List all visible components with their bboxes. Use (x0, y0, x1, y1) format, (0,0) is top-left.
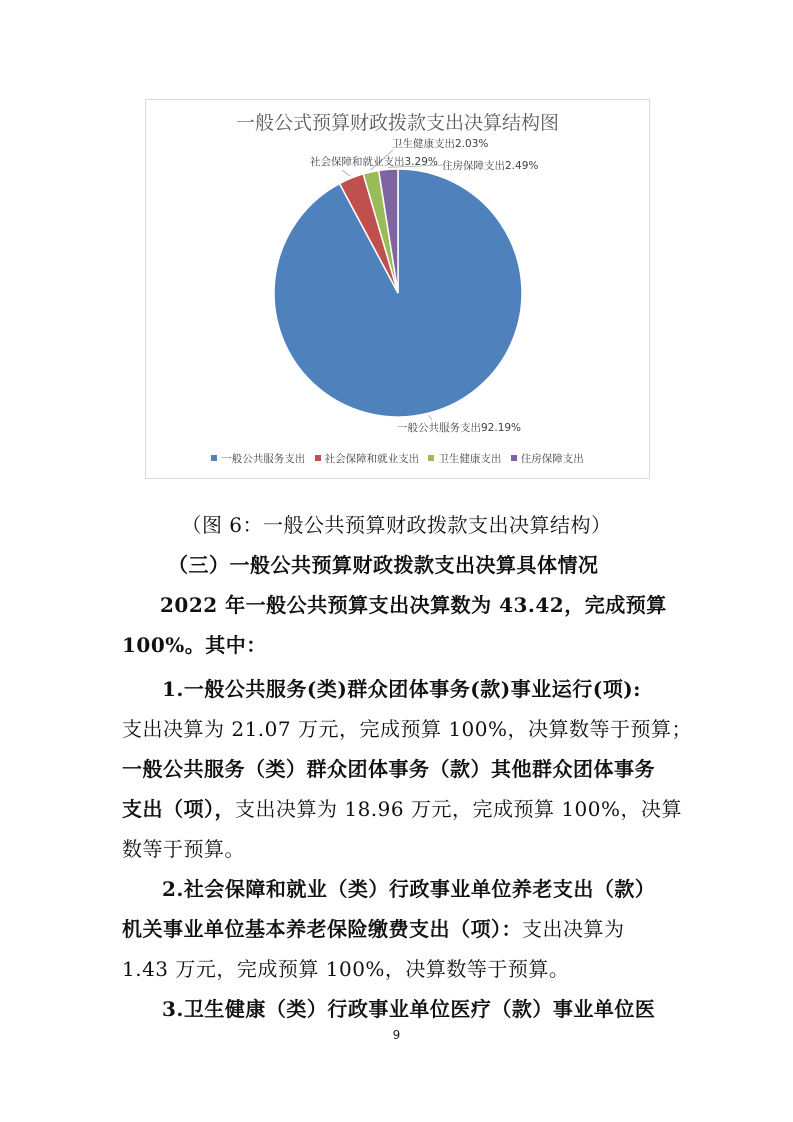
legend-item-social-security (315, 451, 420, 466)
item2-line1-text: 2.社会保障和就业（类）行政事业单位养老支出（款） (162, 877, 656, 901)
chart-legend (146, 451, 649, 466)
section-heading-text: （三）一般公共预算财政拨款支出决算具体情况 (168, 553, 599, 577)
leader-line-social-security (342, 170, 350, 176)
slice-label-health: 卫生健康支出2.03% (392, 138, 489, 150)
section-heading (168, 552, 768, 578)
legend-swatch (428, 455, 434, 461)
slice-label-social-security: 社会保障和就业支出3.29% (310, 156, 438, 168)
item1-line4-bold: 支出（项）， (122, 797, 235, 821)
item3-line1-text: 3.卫生健康（类）行政事业单位医疗（款）事业单位医 (162, 997, 656, 1021)
item1-line4 (122, 796, 782, 822)
item3-line1 (162, 996, 782, 1022)
pie-chart (145, 99, 650, 479)
item1-line2-text: 支出决算为 21.07 万元，完成预算 100%，决算数等于预算； (122, 717, 693, 741)
para1-line2 (122, 632, 742, 658)
legend-swatch (511, 455, 517, 461)
item2-line1 (162, 876, 782, 902)
legend-item-health (428, 451, 501, 466)
item2-line3-text: 1.43 万元，完成预算 100%，决算数等于预算。 (122, 957, 570, 981)
legend-label: 一般公共服务支出 (221, 453, 306, 465)
item1-line1-text: 1.一般公共服务(类)群众团体事务(款)事业运行(项): (162, 677, 642, 701)
legend-item-housing (511, 451, 584, 466)
item1-line1 (162, 676, 782, 702)
legend-label: 卫生健康支出 (438, 453, 502, 465)
legend-item-general-public-service (211, 451, 305, 466)
legend-swatch (211, 455, 217, 461)
item1-line3-text: 一般公共服务（类）群众团体事务（款）其他群众团体事务 (122, 757, 655, 781)
item1-line2 (122, 716, 782, 742)
para1-line1-text: 2022 年一般公共预算支出决算数为 43.42，完成预算 (160, 593, 667, 617)
legend-label: 社会保障和就业支出 (324, 453, 420, 465)
slice-label-housing: 住房保障支出2.49% (442, 160, 539, 172)
item1-line3 (122, 756, 782, 782)
item2-line3 (122, 956, 782, 982)
item1-line5 (122, 836, 782, 862)
item2-line2 (122, 916, 782, 942)
legend-swatch (315, 455, 321, 461)
item1-line5-text: 数等于预算。 (122, 837, 245, 861)
item2-line2-bold: 机关事业单位基本养老保险缴费支出（项）： (122, 917, 522, 941)
figure-caption: （图 6：一般公共预算财政拨款支出决算结构） (181, 513, 612, 537)
page-number: 9 (392, 1028, 401, 1042)
chart-title: 一般公式预算财政拨款支出决算结构图 (235, 112, 559, 134)
para1-line2-text: 100%。其中： (122, 633, 267, 657)
legend-label: 住房保障支出 (520, 453, 584, 465)
para1-line1 (160, 592, 780, 618)
slice-label-general-public-service: 一般公共服务支出92.19% (397, 422, 522, 434)
item1-line4-text: 支出决算为 18.96 万元，完成预算 100%，决算 (235, 797, 683, 821)
item2-line2-text: 支出决算为 (522, 917, 625, 941)
